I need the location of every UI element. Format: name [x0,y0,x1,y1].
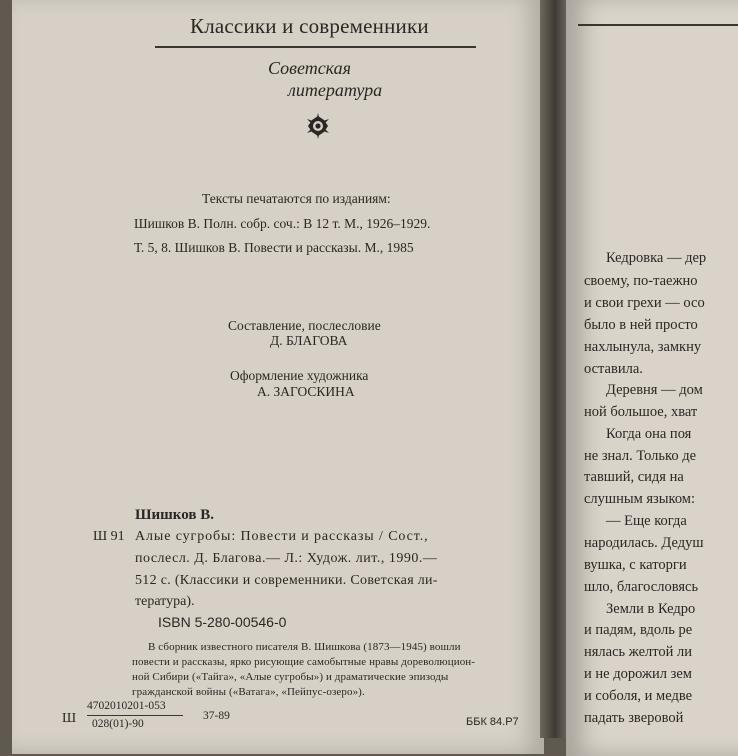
isbn: ISBN 5-280-00546-0 [158,614,287,630]
bbk-code: ББК 84.Р7 [466,716,519,728]
annotation-line-4: гражданской войны («Ватага», «Пейпус-озеро»). [132,686,365,698]
design-label: Оформление художника [230,368,369,383]
compiled-name: Д. БЛАГОВА [270,333,348,348]
index-code-letter: Ш [62,711,77,726]
right-page-rule [578,24,738,26]
right-page-line: нахлынула, замкну [584,339,702,355]
right-page-line: шло, благословясь [584,579,699,595]
right-page-line: слушным языком: [584,491,696,507]
right-page-line: и падям, вдоль ре [584,622,693,638]
star-emblem-icon [305,113,331,139]
catalog-author: Шишков В. [135,507,214,523]
index-code-suffix: 37-89 [203,710,230,722]
annotation-line-2: повести и рассказы, ярко рисующие самобытные нравы дореволюцион- [132,656,476,668]
subseries-line-1: Советская [268,58,352,78]
right-page [566,0,738,756]
right-page-line: Кедровка — дер [606,250,707,266]
editions-heading: Тексты печатаются по изданиям: [202,191,391,206]
annotation-line-3: ной Сибири («Тайга», «Алые сугробы») и драматические эпизоды [132,671,449,683]
right-page-line: нялась желтой ли [584,644,693,660]
right-page-line: Земли в Кедро [606,601,696,617]
series-title: Классики и современники [190,14,429,38]
right-page-line: было в ней просто [584,317,698,333]
right-page-line: вушка, с каторги [584,557,687,573]
catalog-line-1: Алые сугробы: Повести и рассказы / Сост., [135,529,429,544]
editions-line-2: Т. 5, 8. Шишков В. Повести и рассказы. М., 1985 [134,240,414,255]
right-page-line: падать зверовой [584,710,684,726]
right-page-line: Деревня — дом [606,382,703,398]
catalog-line-4: тература). [135,594,195,609]
catalog-line-2: послесл. Д. Благова.— Л.: Худож. лит., 1990.— [135,551,438,566]
right-page-line: и свои грехи — осо [584,295,705,311]
series-rule [155,46,476,48]
compiled-label: Составление, послесловие [228,318,381,333]
right-page-line: не знал. Только де [584,448,697,464]
index-code-top: 4702010201-053 [87,700,166,712]
right-page-line: тавший, сидя на [584,469,684,485]
right-page-line: оставила. [584,361,643,377]
subseries-line-2: литература [288,80,383,100]
index-code-bottom: 028(01)-90 [92,718,144,730]
right-page-line: Когда она поя [606,426,692,442]
right-page-line: и не дорожил зем [584,666,692,682]
catalog-line-3: 512 с. (Классики и современники. Советская ли- [135,573,438,588]
right-page-line: своему, по-таежно [584,273,698,289]
design-name: А. ЗАГОСКИНА [257,384,355,399]
right-page-line: народилась. Дедуш [584,535,704,551]
right-page-line: — Еще когда [606,513,687,529]
catalog-code: Ш 91 [93,529,125,544]
right-page-line: ной большое, хват [584,404,698,420]
right-page-line: и соболя, и медве [584,688,693,704]
editions-line-1: Шишков В. Полн. собр. соч.: В 12 т. М., 1926–1929. [134,216,431,231]
index-code-fraction-bar [87,715,183,716]
annotation-line-1: В сборник известного писателя В. Шишкова (1873—1945) вошли [148,641,461,653]
